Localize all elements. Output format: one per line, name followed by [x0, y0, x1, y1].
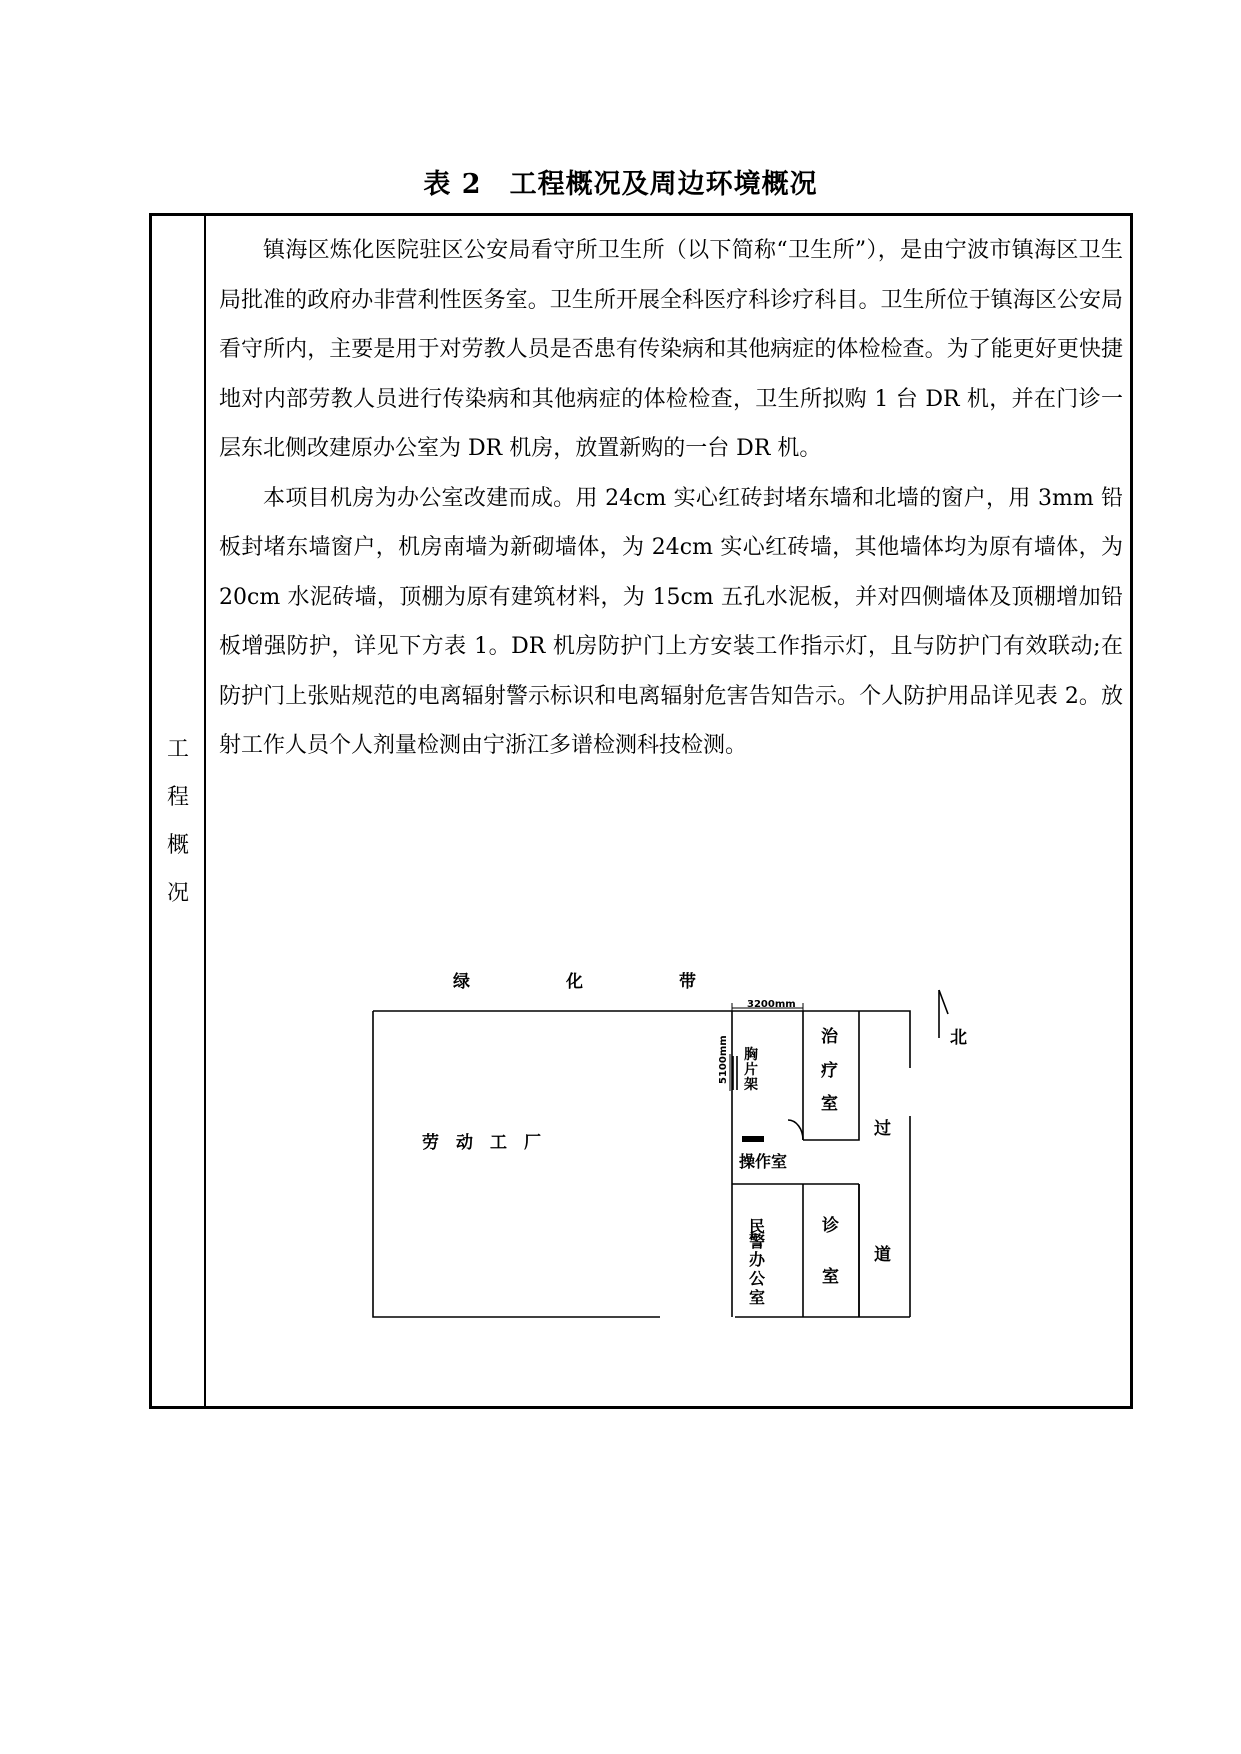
- plan-label-corridor: 过: [874, 1119, 891, 1139]
- page-title: 表 2 工程概况及周边环境概况: [423, 169, 818, 200]
- plan-label-corridor: 道: [874, 1245, 891, 1265]
- plan-label-police-office: 警: [749, 1232, 766, 1251]
- plan-label-operation-room: 操作室: [739, 1152, 788, 1171]
- plan-label-chest-rack: 片: [744, 1062, 758, 1078]
- plan-label-treatment-room: 疗: [821, 1061, 838, 1081]
- row-label-char: 概: [166, 833, 189, 858]
- row-label-char: 工: [166, 737, 189, 762]
- plan-dimension-width: 3200mm: [747, 999, 796, 1010]
- plan-label-green-belt: 绿: [453, 972, 470, 992]
- plan-label-labor-factory: 劳 动 工 厂: [422, 1133, 541, 1153]
- dr-machine-mark: [742, 1136, 764, 1142]
- plan-label-police-office: 民: [749, 1217, 766, 1236]
- plan-label-police-office: 办: [749, 1250, 766, 1269]
- paragraph-clinic-intro: 镇海区炼化医院驻区公安局看守所卫生所（以下简称“卫生所”），是由宁波市镇海区卫生局批准的政府办非营利性医务室。卫生所开展全科医疗科诊疗科目。卫生所位于镇海区公安局看守所内，主要是用于对劳教人员是否患有传染病和其他病症的体检检查。为了能更好更快捷地对内部劳教人员进行传染病和其他病症的体检检查，卫生所拟购 1 台 DR 机，并在门诊一层东北侧改建原办公室为 DR 机房，放置新购的一台 DR 机。: [219, 238, 1123, 461]
- plan-label-clinic-room: 诊: [822, 1216, 839, 1236]
- plan-label-chest-rack: 胸: [744, 1047, 758, 1063]
- plan-label-green-belt: 带: [679, 972, 696, 992]
- plan-label-treatment-room: 室: [821, 1094, 838, 1114]
- floor-plan: [152, 216, 1136, 1412]
- plan-label-clinic-room: 室: [822, 1267, 839, 1287]
- plan-label-treatment-room: 治: [821, 1027, 838, 1047]
- row-label-char: 程: [166, 785, 189, 810]
- row-label-char: 况: [166, 881, 189, 906]
- paragraph-room-shielding: 本项目机房为办公室改建而成。用 24cm 实心红砖封堵东墙和北墙的窗户，用 3mm 铅板封堵东墙窗户，机房南墙为新砌墙体，为 24cm 实心红砖墙，其他墙体均为原有墙体，为 20cm 水泥砖墙，顶棚为原有建筑材料，为 15cm 五孔水泥板，并对四侧墙体及顶棚增加铅板增强防护，详见下方表 1。DR 机房防护门上方安装工作指示灯，且与防护门有效联动;在防护门上张贴规范的电离辐射警示标识和电离辐射危害告知告示。个人防护用品详见表 2。放射工作人员个人剂量检测由宁浙江多谱检测科技检测。: [219, 485, 1123, 758]
- plan-label-police-office: 公: [749, 1269, 766, 1288]
- plan-dimension-height: 5100mm: [718, 1035, 729, 1084]
- plan-label-north: 北: [950, 1028, 967, 1048]
- overview-table: [149, 213, 1133, 1409]
- plan-label-chest-rack: 架: [744, 1077, 758, 1093]
- plan-label-police-office: 室: [749, 1288, 766, 1307]
- plan-label-green-belt: 化: [566, 972, 583, 992]
